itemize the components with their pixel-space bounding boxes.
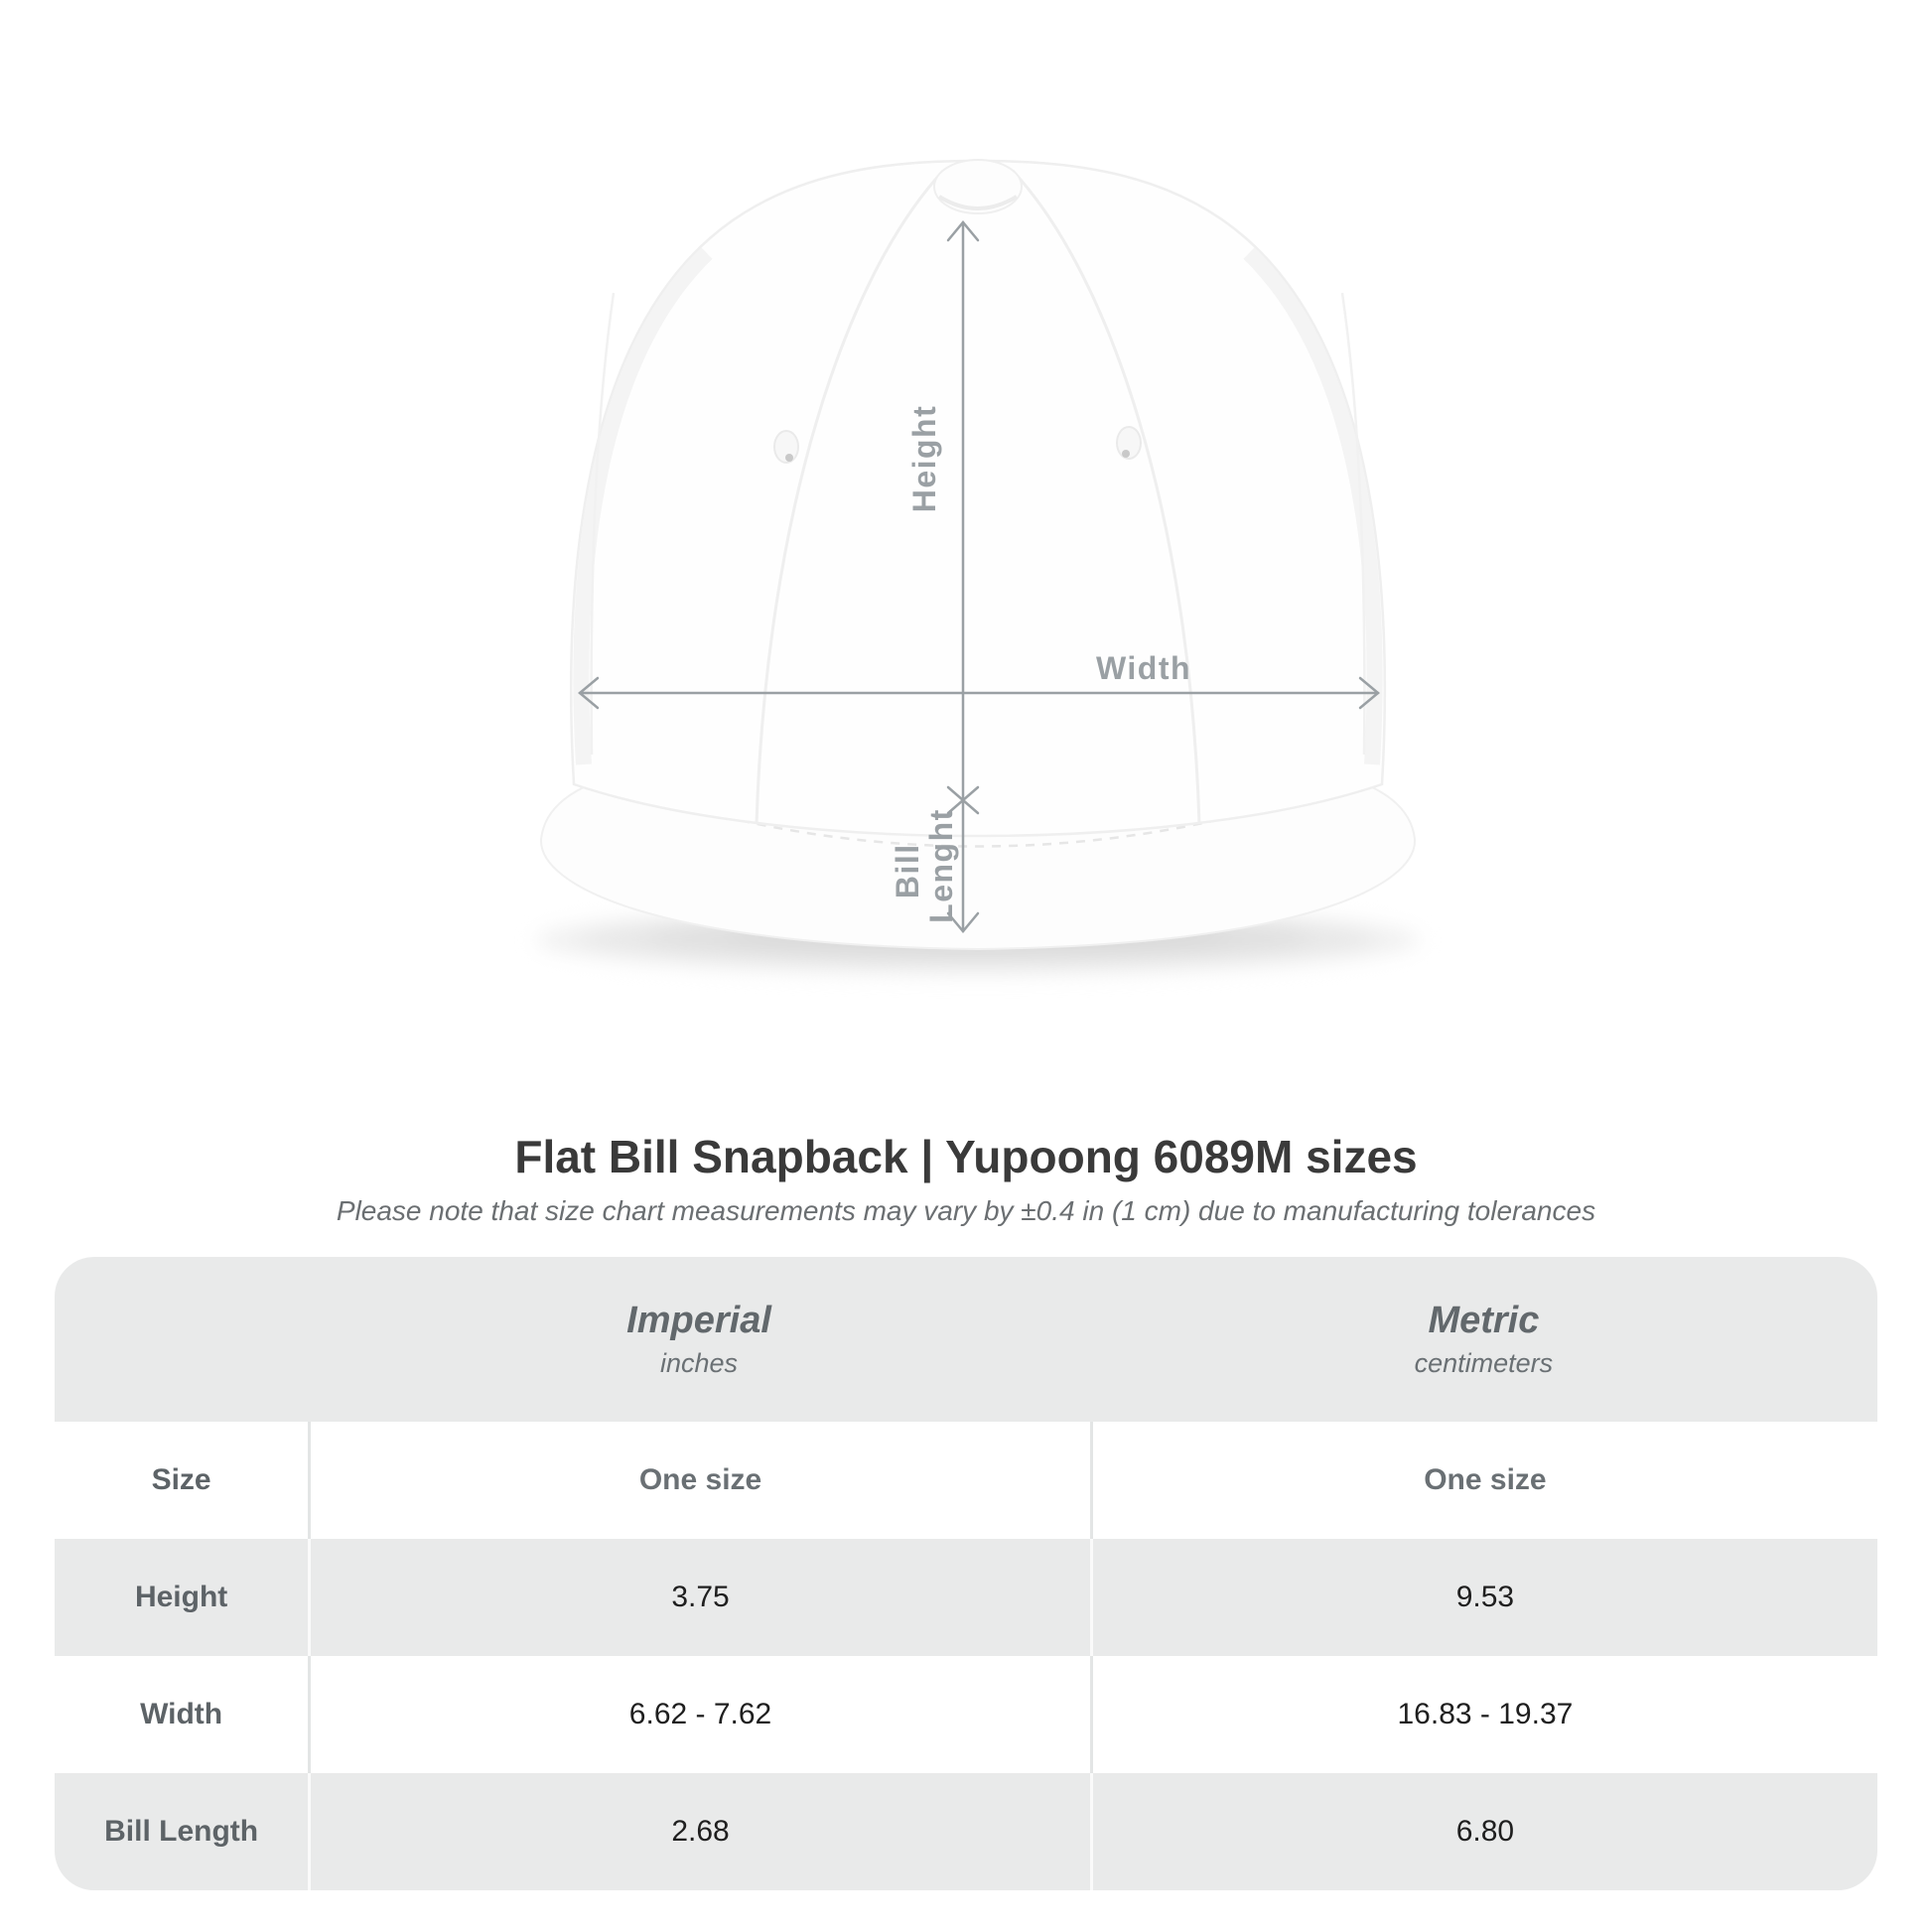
imperial-value: 3.75 <box>308 1539 1090 1656</box>
tolerance-note: Please note that size chart measurements may vary by ±0.4 in (1 cm) due to manufacturing tolerances <box>336 1194 1596 1226</box>
header-spacer <box>55 1257 308 1422</box>
header-metric <box>1090 1257 1877 1422</box>
hat-button <box>934 160 1022 213</box>
table-header <box>55 1257 1877 1422</box>
height-dimension-label: Height <box>906 404 942 513</box>
table-row-size <box>55 1422 1877 1539</box>
bill-label-line2: Lenght <box>923 808 959 923</box>
imperial-unit: inches <box>660 1348 739 1379</box>
eyelet-right <box>1117 427 1141 459</box>
row-label: Bill Length <box>104 1815 259 1849</box>
eyelet-left <box>774 431 798 463</box>
size-table <box>55 1257 1877 1890</box>
metric-label: Metric <box>1428 1300 1540 1342</box>
page-title: Flat Bill Snapback | Yupoong 6089M sizes <box>514 1131 1418 1182</box>
row-label: Size <box>151 1463 211 1497</box>
metric-value: 6.80 <box>1090 1773 1877 1890</box>
table-row-bill-length <box>55 1773 1877 1890</box>
table-row-height <box>55 1539 1877 1656</box>
metric-unit: centimeters <box>1414 1348 1554 1379</box>
width-dimension-label: Width <box>1095 650 1192 686</box>
header-imperial <box>308 1257 1090 1422</box>
imperial-value: 6.62 - 7.62 <box>308 1656 1090 1773</box>
imperial-value: 2.68 <box>308 1773 1090 1890</box>
imperial-value: One size <box>308 1422 1090 1539</box>
bill-label-line1: Bill <box>890 843 925 899</box>
table-row-width <box>55 1656 1877 1773</box>
row-label: Width <box>140 1698 223 1731</box>
imperial-label: Imperial <box>626 1300 771 1342</box>
metric-value: 16.83 - 19.37 <box>1090 1656 1877 1773</box>
metric-value: 9.53 <box>1090 1539 1877 1656</box>
row-label: Height <box>134 1581 228 1614</box>
metric-value: One size <box>1090 1422 1877 1539</box>
